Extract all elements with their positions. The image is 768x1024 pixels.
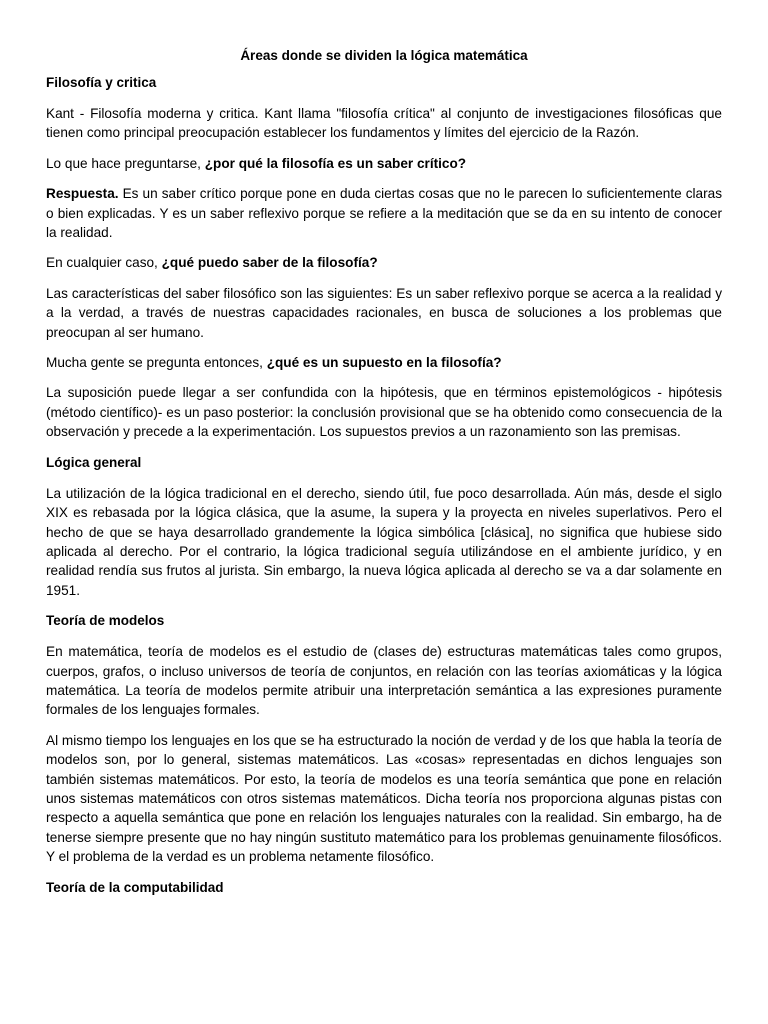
paragraph-suposicion: La suposición puede llegar a ser confundida con la hipótesis, que en términos epistemológicos - hipótesis (método científico)- es un paso posterior: la conclusión provisional que se ha obtenido como consecuencia de la observación y precede a la experimentación. Los supuestos previos a un razonamiento son las premisas. xyxy=(46,385,722,440)
paragraph-logica-tradicional: La utilización de la lógica tradicional en el derecho, siendo útil, fue poco desarrollada. Aún más, desde el siglo XIX es rebasada por la lógica clásica, que la asume, la supera y la proyecta en niveles superlativos. Pero el hecho de que se haya desarrollado grandemente la lógica simbólica [clásica], no significa que hubiese sido aplicada al derecho. Por el contrario, la lógica tradicional seguía utilizándose en el ambiente jurídico, y en realidad rendía sus frutos al jurista. Sin embargo, la nueva lógica aplicada al derecho se va a dar solamente en 1951. xyxy=(46,485,722,598)
paragraph-caracteristicas: Las características del saber filosófico son las siguientes: Es un saber reflexivo porque se acerca a la realidad y a la verdad, a través de nuestras capacidades racionales, en busca de soluciones a los problemas que preocupan al ser humano. xyxy=(46,285,722,340)
question-bold: ¿por qué la filosofía es un saber crítico? xyxy=(204,155,467,171)
question-bold: ¿qué puedo saber de la filosofía? xyxy=(161,255,378,271)
paragraph-question-critico xyxy=(46,154,722,173)
question-lead: Lo que hace preguntarse, xyxy=(46,155,205,171)
answer-text: Es un saber crítico porque pone en duda ciertas cosas que no le parecen lo suficientemente claras o bien explicadas. Y es un saber reflexivo porque se refiere a la meditación que se da en su intento de conocer la realidad. xyxy=(46,186,722,241)
section-heading-filosofia: Filosofía y critica xyxy=(46,75,157,90)
paragraph-respuesta xyxy=(46,184,722,242)
paragraph-question-saber xyxy=(46,253,722,272)
answer-label: Respuesta. xyxy=(46,186,119,202)
paragraph-question-supuesto xyxy=(46,353,722,372)
paragraph-teoria-modelos-1: En matemática, teoría de modelos es el estudio de (clases de) estructuras matemáticas tales como grupos, cuerpos, grafos, o incluso universos de teoría de conjuntos, en relación con las teorías axiomáticas y la lógica matemática. La teoría de modelos permite atribuir una interpretación semántica a las expresiones puramente formales de los lenguajes formales. xyxy=(46,644,722,718)
section-heading-logica-general: Lógica general xyxy=(46,454,142,470)
question-lead: Mucha gente se pregunta entonces, xyxy=(46,355,267,371)
paragraph-teoria-modelos-2: Al mismo tiempo los lenguajes en los que se ha estructurado la noción de verdad y de los que habla la teoría de modelos son, por lo general, sistemas matemáticos. Las «cosas» representadas en dichos lenguajes son también sistemas matemáticos. Por esto, la teoría de modelos es una teoría semántica que pone en relación unos sistemas matemáticos con otros sistemas matemáticos. Dicha teoría nos proporciona algunas pistas con respecto a aquella semántica que pone en relación los lenguajes naturales con la realidad. Sin embargo, ha de tenerse siempre presente que no hay ningún sustituto matemático para los problemas genuinamente filosóficos. Y el problema de la verdad es un problema netamente filosófico. xyxy=(46,732,722,865)
document-title: Áreas donde se dividen la lógica matemática xyxy=(240,48,528,63)
section-heading-teoria-modelos: Teoría de modelos xyxy=(46,613,165,629)
paragraph-kant: Kant - Filosofía moderna y critica. Kant llama "filosofía crítica" al conjunto de investigaciones filosóficas que tienen como principal preocupación establecer los fundamentos y límites del ejercicio de la Razón. xyxy=(46,106,722,141)
question-lead: En cualquier caso, xyxy=(46,255,162,271)
section-heading-computabilidad: Teoría de la computabilidad xyxy=(46,879,224,895)
question-bold: ¿qué es un supuesto en la filosofía? xyxy=(266,355,502,371)
